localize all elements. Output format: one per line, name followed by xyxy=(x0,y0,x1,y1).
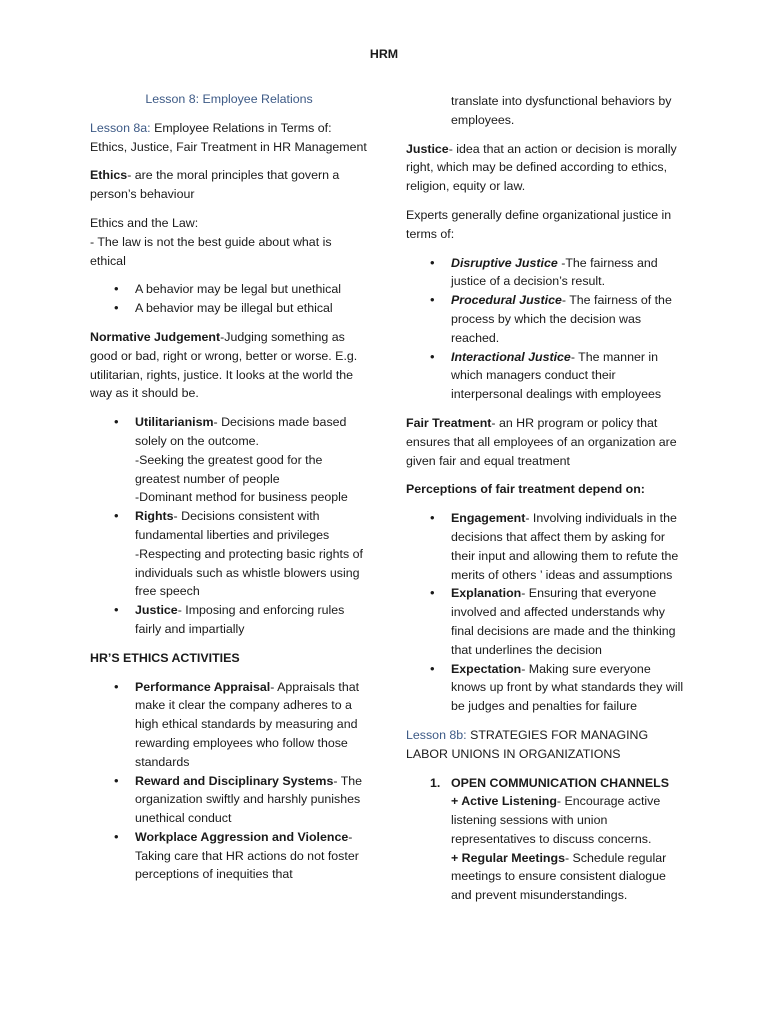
normative-term: Normative Judgement xyxy=(90,329,221,344)
list-item xyxy=(406,584,686,659)
engagement-term: Engagement xyxy=(451,511,526,526)
utilitarianism-extra: -Dominant method for business people xyxy=(135,490,348,505)
list-item xyxy=(406,509,686,584)
list-item xyxy=(90,678,368,772)
lesson8b-label: Lesson 8b: xyxy=(406,727,467,742)
strategy-title: OPEN COMMUNICATION CHANNELS xyxy=(451,775,669,790)
lesson-title: Lesson 8: Employee Relations xyxy=(145,92,313,106)
page-header: HRM xyxy=(369,47,399,61)
normative-paragraph xyxy=(90,328,368,403)
utilitarianism-text: - Decisions made based solely on the outcome. xyxy=(135,415,347,448)
disruptive-justice-term: Disruptive Justice xyxy=(451,255,558,270)
workplace-aggression-term: Workplace Aggression and Violence xyxy=(135,829,349,844)
list-item xyxy=(90,772,368,828)
list-item xyxy=(406,254,686,292)
justice-term: Justice xyxy=(406,141,449,156)
workplace-aggression-text: - Taking care that HR actions do not foster perceptions of inequities that xyxy=(135,829,359,882)
perceptions-heading xyxy=(406,480,686,499)
list-item: • A behavior may be illegal but ethical xyxy=(90,299,368,318)
lesson8b-paragraph xyxy=(406,726,686,764)
perceptions-heading-text: Perceptions of fair treatment depend on: xyxy=(406,482,645,497)
lesson8a-label: Lesson 8a: xyxy=(90,120,151,135)
rights-extra: -Respecting and protecting basic rights of individuals such as whistle blowers using free speech xyxy=(135,546,363,599)
performance-appraisal-term: Performance Appraisal xyxy=(135,679,271,694)
utilitarianism-extra: -Seeking the greatest good for the greatest number of people xyxy=(135,452,323,486)
active-listening-term: + Active Listening xyxy=(451,794,557,809)
list-item xyxy=(406,291,686,347)
procedural-justice-text: - The fairness of the process by which the decision was reached. xyxy=(451,293,672,345)
list-item xyxy=(406,774,686,906)
ethics-law-heading: Ethics and the Law: xyxy=(90,215,199,230)
strategy-item xyxy=(451,849,686,905)
ethics-law-text: - The law is not the best guide about what is ethical xyxy=(90,234,332,268)
list-item xyxy=(90,601,368,639)
continuation-text: translate into dysfunctional behaviors by employees. xyxy=(451,94,672,127)
regular-meetings-term: + Regular Meetings xyxy=(451,850,565,865)
interactional-justice-text: - The manner in which managers conduct their interpersonal dealings with employees xyxy=(451,349,662,402)
rights-term: Rights xyxy=(135,509,174,524)
list-item xyxy=(90,828,368,884)
justice-bullet-list xyxy=(406,254,686,404)
active-listening-text: - Encourage active listening sessions with union representatives to discuss concerns. xyxy=(451,794,661,846)
list-item xyxy=(90,413,368,507)
utilitarianism-term: Utilitarianism xyxy=(135,415,214,430)
fair-treatment-term: Fair Treatment xyxy=(406,415,492,430)
hr-bullet-list xyxy=(90,678,368,885)
strategy-number: 1. xyxy=(430,775,441,790)
rights-text: - Decisions consistent with fundamental liberties and privileges xyxy=(135,509,330,542)
regular-meetings-text: - Schedule regular meetings to ensure consistent dialogue and prevent misunderstandings. xyxy=(451,850,667,903)
expectation-text: - Making sure everyone knows up front by what standards they will be judges and penalties for failure xyxy=(451,661,684,714)
experts-paragraph: Experts generally define organizational justice in terms of: xyxy=(406,207,672,241)
strategy-item xyxy=(451,792,686,848)
lesson8a-text: Employee Relations in Terms of: Ethics, Justice, Fair Treatment in HR Management xyxy=(90,120,367,154)
lesson8b-text: STRATEGIES FOR MANAGING LABOR UNIONS IN ORGANIZATIONS xyxy=(406,727,649,761)
explanation-text: - Ensuring that everyone involved and affected understands why final decisions are made and the thinking that underlines the decision xyxy=(451,586,676,657)
fair-bullet-list xyxy=(406,509,686,716)
normative-definition: -Judging something as good or bad, right or wrong, better or worse. E.g. utilitarian, rights, justice. It looks at the world the way as it should be. xyxy=(90,329,358,401)
reward-disciplinary-text: - The organization swiftly and harshly punishes unethical conduct xyxy=(135,773,363,826)
justice-paragraph xyxy=(406,140,686,196)
justice-text: - Imposing and enforcing rules fairly and impartially xyxy=(135,603,345,636)
expectation-term: Expectation xyxy=(451,661,522,676)
ethics-paragraph xyxy=(90,166,368,204)
explanation-term: Explanation xyxy=(451,586,522,601)
legal-bullet-list xyxy=(90,280,368,318)
fair-treatment-definition: - an HR program or policy that ensures that all employees of an organization are given fair and equal treatment xyxy=(406,415,677,468)
fair-treatment-paragraph xyxy=(406,414,686,470)
list-item xyxy=(406,348,686,404)
right-column xyxy=(406,92,686,905)
ethics-term: Ethics xyxy=(90,168,128,183)
list-item xyxy=(406,660,686,716)
theory-bullet-list xyxy=(90,413,368,639)
hr-ethics-heading-text: HR’S ETHICS ACTIVITIES xyxy=(90,650,240,665)
procedural-justice-term: Procedural Justice xyxy=(451,293,562,308)
list-item xyxy=(90,507,368,601)
justice-definition: - idea that an action or decision is morally right, which may be defined according to ethics, religion, equity or law. xyxy=(406,141,677,194)
ethics-law-paragraph xyxy=(90,214,368,270)
left-column xyxy=(90,90,368,894)
interactional-justice-term: Interactional Justice xyxy=(451,349,571,364)
justice-term: Justice xyxy=(135,603,178,618)
lesson8a-paragraph xyxy=(90,119,368,157)
reward-disciplinary-term: Reward and Disciplinary Systems xyxy=(135,773,334,788)
list-item: • A behavior may be legal but unethical xyxy=(90,280,368,299)
ethics-definition: - are the moral principles that govern a person’s behaviour xyxy=(90,168,340,202)
performance-appraisal-text: - Appraisals that make it clear the company adheres to a high ethical standards by measuring and rewarding employees who follow those standards xyxy=(135,679,360,769)
strategies-list xyxy=(406,774,686,906)
engagement-text: - Involving individuals in the decisions that affect them by asking for their input and allowing them to refute the merits of others ’ ideas and assumptions xyxy=(451,511,679,582)
disruptive-justice-text: -The fairness and justice of a decision’s result. xyxy=(451,255,658,289)
hr-ethics-heading xyxy=(90,649,368,668)
